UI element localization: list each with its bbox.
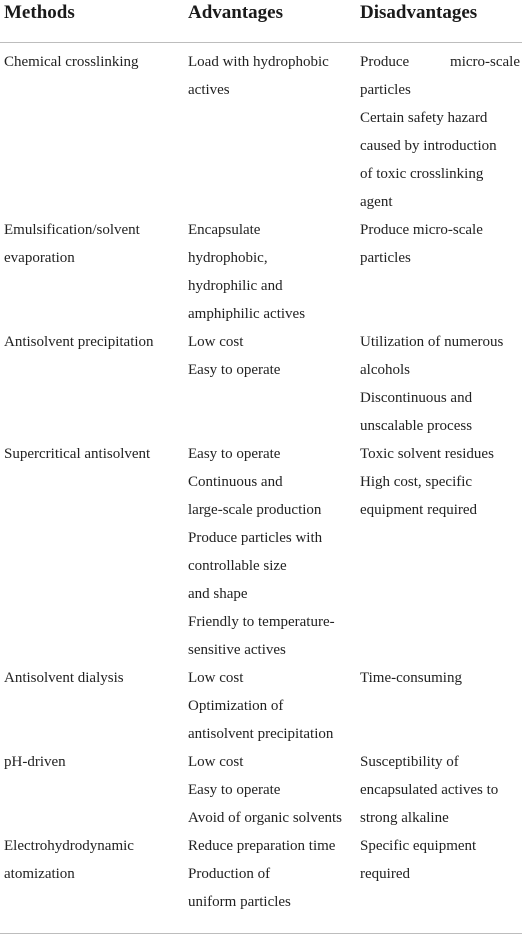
cell-line: Utilization of numerous — [360, 334, 504, 350]
header-methods: Methods — [4, 2, 75, 23]
method-cell — [4, 328, 176, 356]
cell-line: encapsulated actives to — [360, 782, 499, 798]
cell-line: Low cost — [188, 670, 244, 686]
cell-line: Certain safety hazard — [360, 110, 488, 126]
cell-line: Optimization of — [188, 698, 284, 714]
cell-word: micro-scale — [450, 54, 520, 70]
disadvantages-cell — [360, 216, 520, 272]
cell-line: Easy to operate — [188, 446, 281, 462]
cell-line: Encapsulate — [188, 222, 261, 238]
cell-line: Easy to operate — [188, 782, 281, 798]
cell-line: antisolvent precipitation — [188, 726, 334, 742]
advantages-cell — [188, 748, 348, 832]
table-bottom-rule — [0, 933, 522, 934]
cell-line: large-scale production — [188, 502, 322, 518]
cell-line: Friendly to temperature- — [188, 614, 335, 630]
cell-line: Production of — [188, 866, 271, 882]
table-header — [0, 0, 522, 43]
cell-line: pH-driven — [4, 754, 66, 770]
cell-line: evaporation — [4, 250, 75, 266]
cell-line — [360, 48, 520, 76]
cell-line: strong alkaline — [360, 810, 449, 826]
cell-line: Chemical crosslinking — [4, 54, 139, 70]
cell-line: Reduce preparation time — [188, 838, 336, 854]
cell-line: controllable size — [188, 558, 287, 574]
cell-line: Electrohydrodynamic — [4, 838, 134, 854]
cell-line: actives — [188, 82, 230, 98]
cell-line: Produce micro-scale — [360, 222, 483, 238]
cell-line: particles — [360, 82, 411, 98]
header-advantages: Advantages — [188, 2, 284, 23]
cell-line: amphiphilic actives — [188, 306, 306, 322]
cell-line: hydrophilic and — [188, 278, 283, 294]
cell-line: equipment required — [360, 502, 478, 518]
cell-line: Produce particles with — [188, 530, 323, 546]
advantages-cell — [188, 216, 348, 328]
advantages-cell — [188, 664, 348, 748]
advantages-cell — [188, 48, 348, 104]
disadvantages-cell — [360, 748, 520, 832]
disadvantages-cell — [360, 832, 520, 888]
cell-line: agent — [360, 194, 393, 210]
cell-line: Antisolvent dialysis — [4, 670, 124, 686]
disadvantages-cell — [360, 328, 520, 440]
method-cell — [4, 664, 176, 692]
disadvantages-cell — [360, 664, 520, 692]
cell-line: Avoid of organic solvents — [188, 810, 343, 826]
cell-line: Supercritical antisolvent — [4, 446, 151, 462]
cell-line: unscalable process — [360, 418, 473, 434]
cell-line: hydrophobic, — [188, 250, 268, 266]
cell-line: sensitive actives — [188, 642, 286, 658]
cell-line: Time-consuming — [360, 670, 462, 686]
cell-line: Low cost — [188, 754, 244, 770]
cell-line: of toxic crosslinking — [360, 166, 484, 182]
header-disadvantages: Disadvantages — [360, 2, 478, 23]
cell-line: atomization — [4, 866, 75, 882]
method-cell — [4, 216, 176, 272]
method-cell — [4, 748, 176, 776]
disadvantages-cell — [360, 440, 520, 524]
cell-line: Load with hydrophobic — [188, 54, 329, 70]
method-cell — [4, 832, 176, 888]
disadvantages-cell — [360, 48, 520, 216]
cell-line: Susceptibility of — [360, 754, 459, 770]
cell-line: Continuous and — [188, 474, 283, 490]
advantages-cell — [188, 440, 348, 664]
cell-line: Toxic solvent residues — [360, 446, 494, 462]
cell-line: and shape — [188, 586, 248, 602]
cell-line: caused by introduction — [360, 138, 497, 154]
cell-line: uniform particles — [188, 894, 291, 910]
cell-line: Easy to operate — [188, 362, 281, 378]
cell-line: Specific equipment — [360, 838, 477, 854]
cell-line: Low cost — [188, 334, 244, 350]
advantages-cell — [188, 832, 348, 916]
cell-line: particles — [360, 250, 411, 266]
method-cell — [4, 48, 176, 76]
cell-line: alcohols — [360, 362, 410, 378]
method-cell — [4, 440, 176, 468]
cell-line: Emulsification/solvent — [4, 222, 140, 238]
cell-line: Discontinuous and — [360, 390, 473, 406]
cell-word: Produce — [360, 54, 410, 70]
cell-line: High cost, specific — [360, 474, 473, 490]
advantages-cell — [188, 328, 348, 384]
cell-line: required — [360, 866, 410, 882]
cell-line: Antisolvent precipitation — [4, 334, 154, 350]
